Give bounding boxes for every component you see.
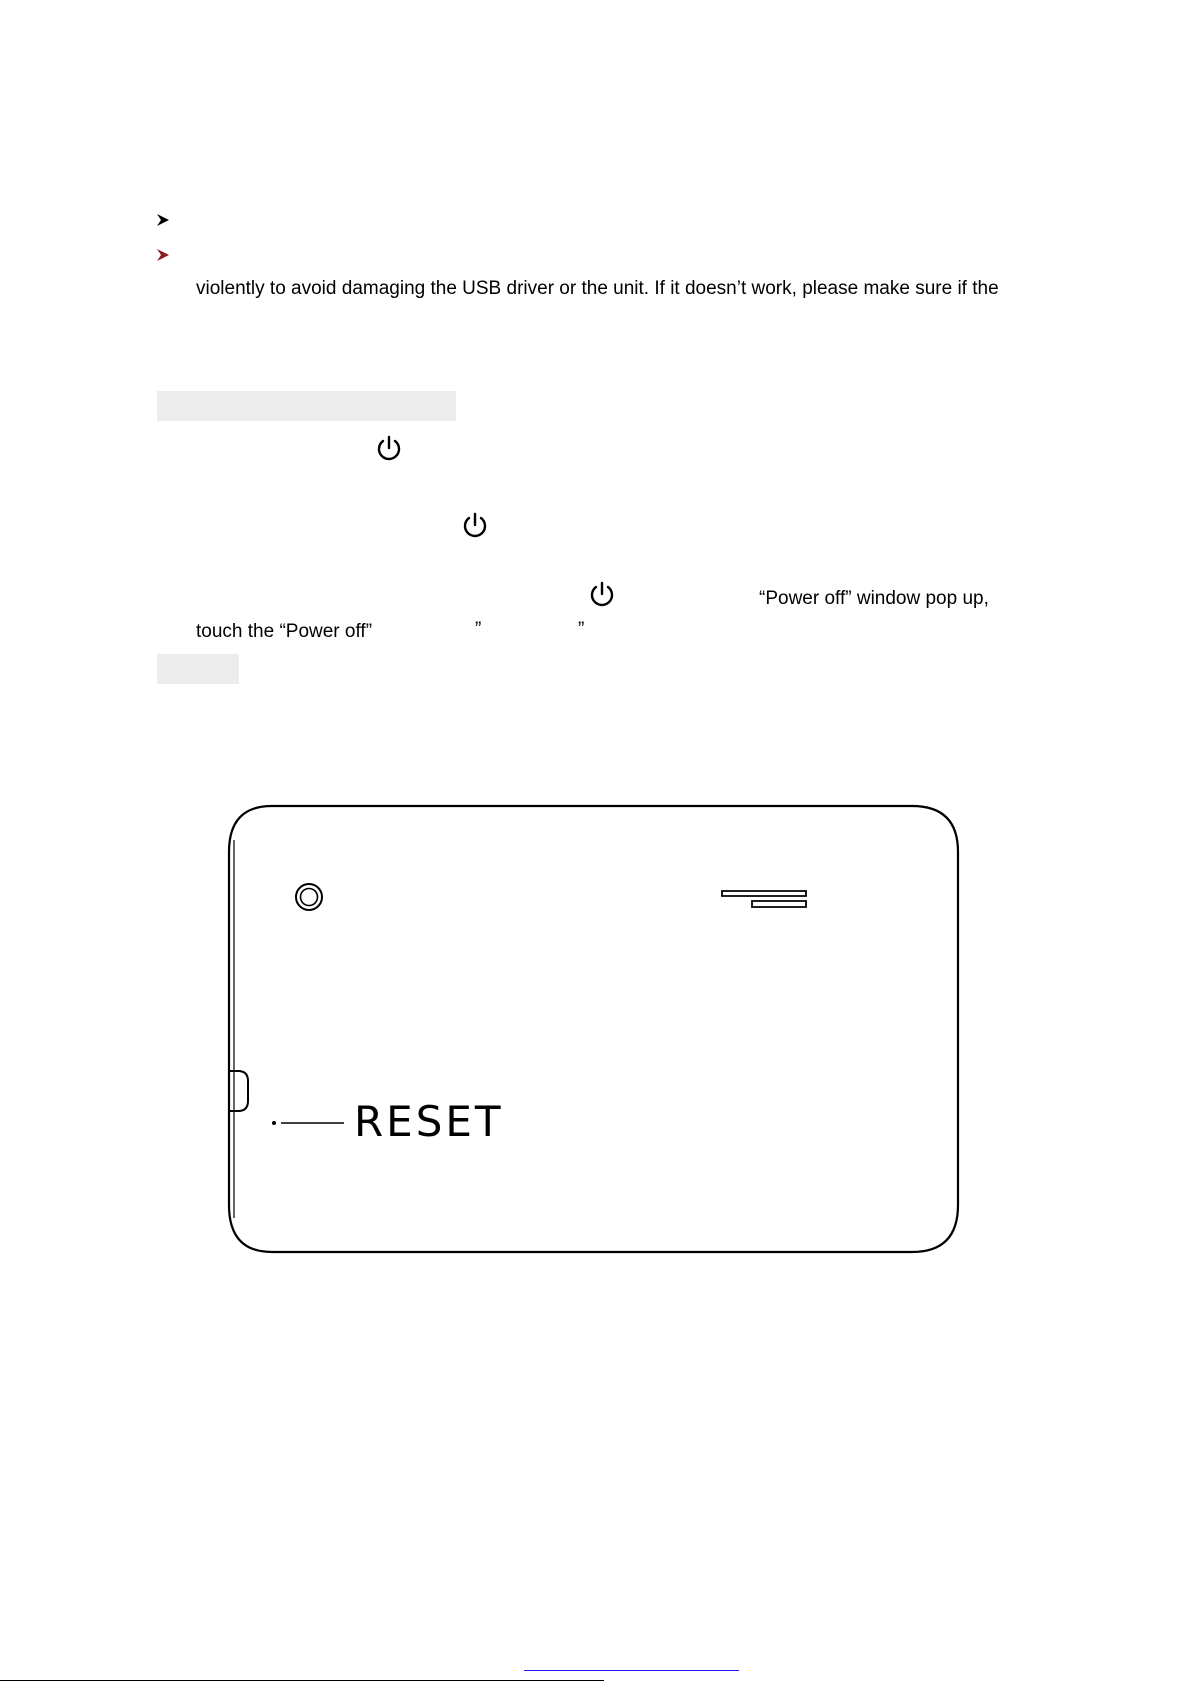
closing-quote: ”	[578, 619, 585, 640]
device-back-diagram	[220, 800, 965, 1260]
power-icon	[461, 511, 489, 539]
page-bottom-rule	[0, 1680, 604, 1681]
power-icon	[375, 434, 403, 462]
footer-link[interactable]	[524, 1668, 739, 1671]
closing-quote: ”	[475, 619, 482, 640]
bullet-continuation-text: violently to avoid damaging the USB driver or the unit. If it doesn’t work, please make sure if the	[196, 278, 999, 299]
bullet-arrow-icon	[156, 248, 170, 262]
bullet-arrow-icon	[156, 213, 170, 227]
reset-label: RESET	[354, 1097, 504, 1146]
speaker-grille-icon	[722, 891, 806, 907]
reset-pinhole	[272, 1121, 276, 1125]
power-icon	[588, 580, 616, 608]
camera-lens-icon	[296, 884, 322, 910]
power-off-window-text: “Power off” window pop up,	[759, 588, 989, 609]
section-heading-bar	[157, 391, 456, 421]
power-off-touch-text: touch the “Power off”	[196, 621, 373, 642]
reset-heading-bar	[157, 654, 239, 684]
